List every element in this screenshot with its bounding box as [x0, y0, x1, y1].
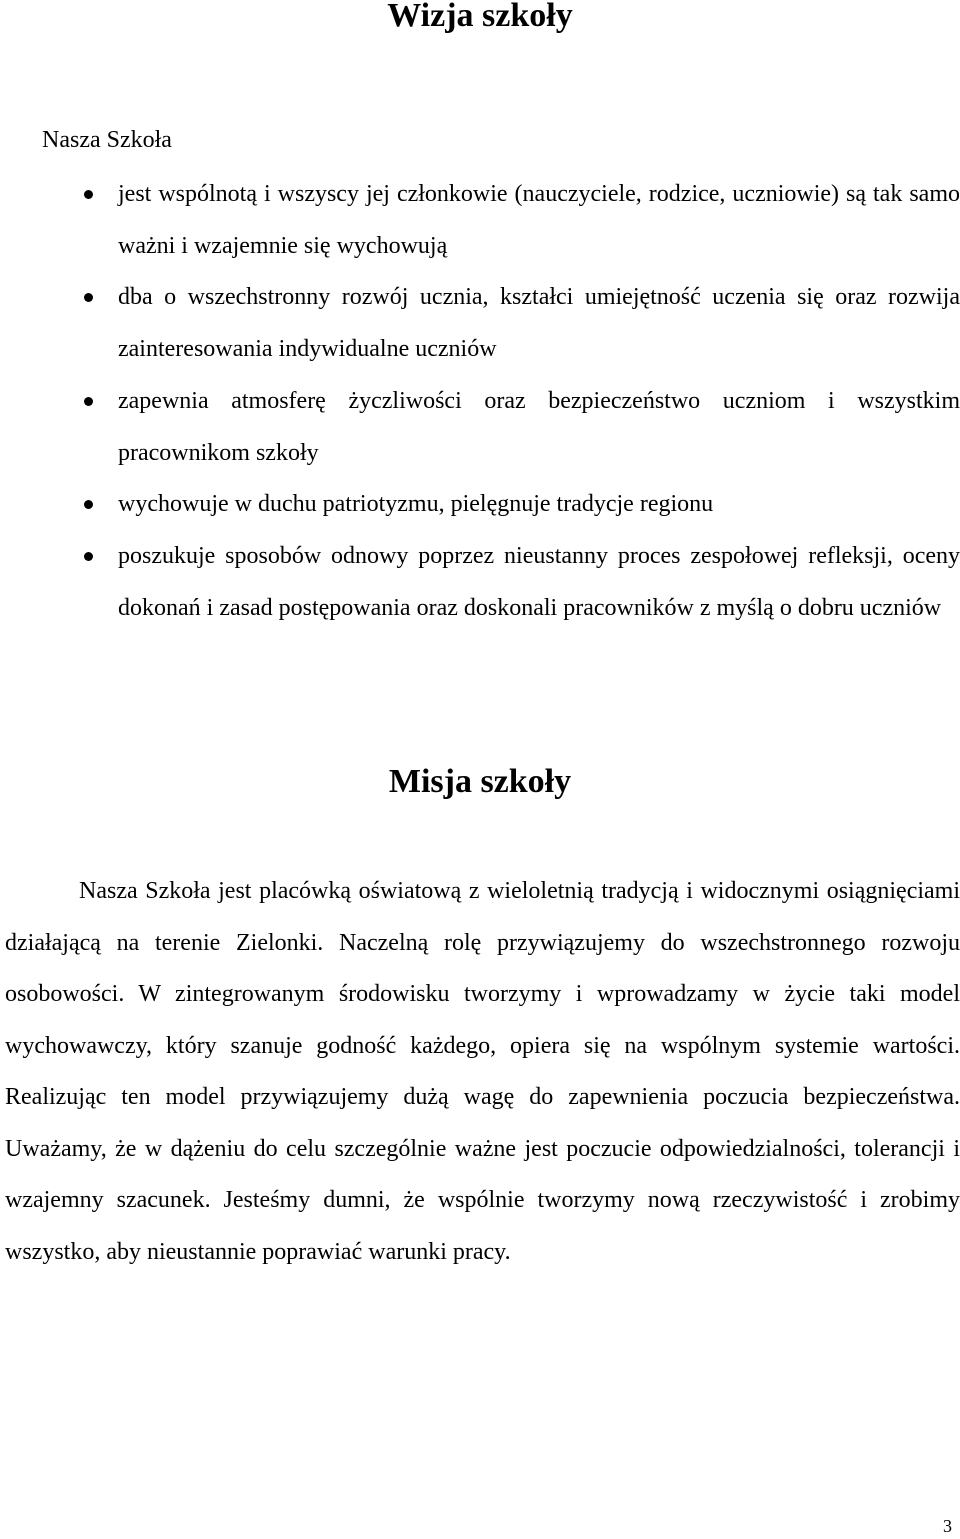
list-item-text: zapewnia atmosferę życzliwości oraz bezpieczeństwo uczniom i wszystkim pracownikom szkoły [118, 387, 960, 466]
bullet-icon [84, 552, 93, 561]
bullet-icon [84, 293, 93, 302]
mission-paragraph: Nasza Szkoła jest placówką oświatową z wieloletnią tradycją i widocznymi osiągnięciami działającą na terenie Zielonki. Naczelną rolę przywiązujemy do wszechstronnego rozwoju osobowości. W zintegrowanym środowisku tworzymy i wprowadzamy w życie taki model wychowawczy, który szanuje godność każdego, opiera się na wspólnym systemie wartości. Realizując ten model przywiązujemy dużą wagę do zapewnienia poczucia bezpieczeństwa. Uważamy, że w dążeniu do celu szczególnie ważne jest poczucie odpowiedzialności, tolerancji i wzajemny szacunek. Jesteśmy dumni, że wspólnie tworzymy nową rzeczywistość i zrobimy wszystko, aby nieustannie poprawiać warunki pracy. [5, 878, 960, 1265]
list-item [0, 531, 960, 634]
vision-intro: Nasza Szkoła [42, 127, 172, 153]
list-item-text: poszukuje sposobów odnowy poprzez nieustanny proces zespołowej refleksji, oceny dokonań i zasad postępowania oraz doskonali pracowników z myślą o dobru uczniów [118, 542, 960, 621]
list-item [0, 376, 960, 479]
page-number: 3 [943, 1516, 952, 1536]
list-item [0, 479, 960, 531]
list-item [0, 272, 960, 375]
vision-list [0, 169, 960, 634]
bullet-icon [84, 500, 93, 509]
list-item-text: wychowuje w duchu patriotyzmu, pielęgnuje tradycje regionu [118, 491, 714, 518]
vision-title: Wizja szkoły [387, 0, 573, 34]
list-item-text: dba o wszechstronny rozwój ucznia, kształci umiejętność uczenia się oraz rozwija zainteresowania indywidualne uczniów [118, 284, 960, 363]
list-item [0, 169, 960, 272]
list-item-text: jest wspólnotą i wszyscy jej członkowie (nauczyciele, rodzice, uczniowie) są tak samo ważni i wzajemnie się wychowują [118, 181, 960, 259]
bullet-icon [84, 397, 93, 406]
mission-title: Misja szkoły [388, 763, 572, 800]
bullet-icon [84, 190, 93, 199]
